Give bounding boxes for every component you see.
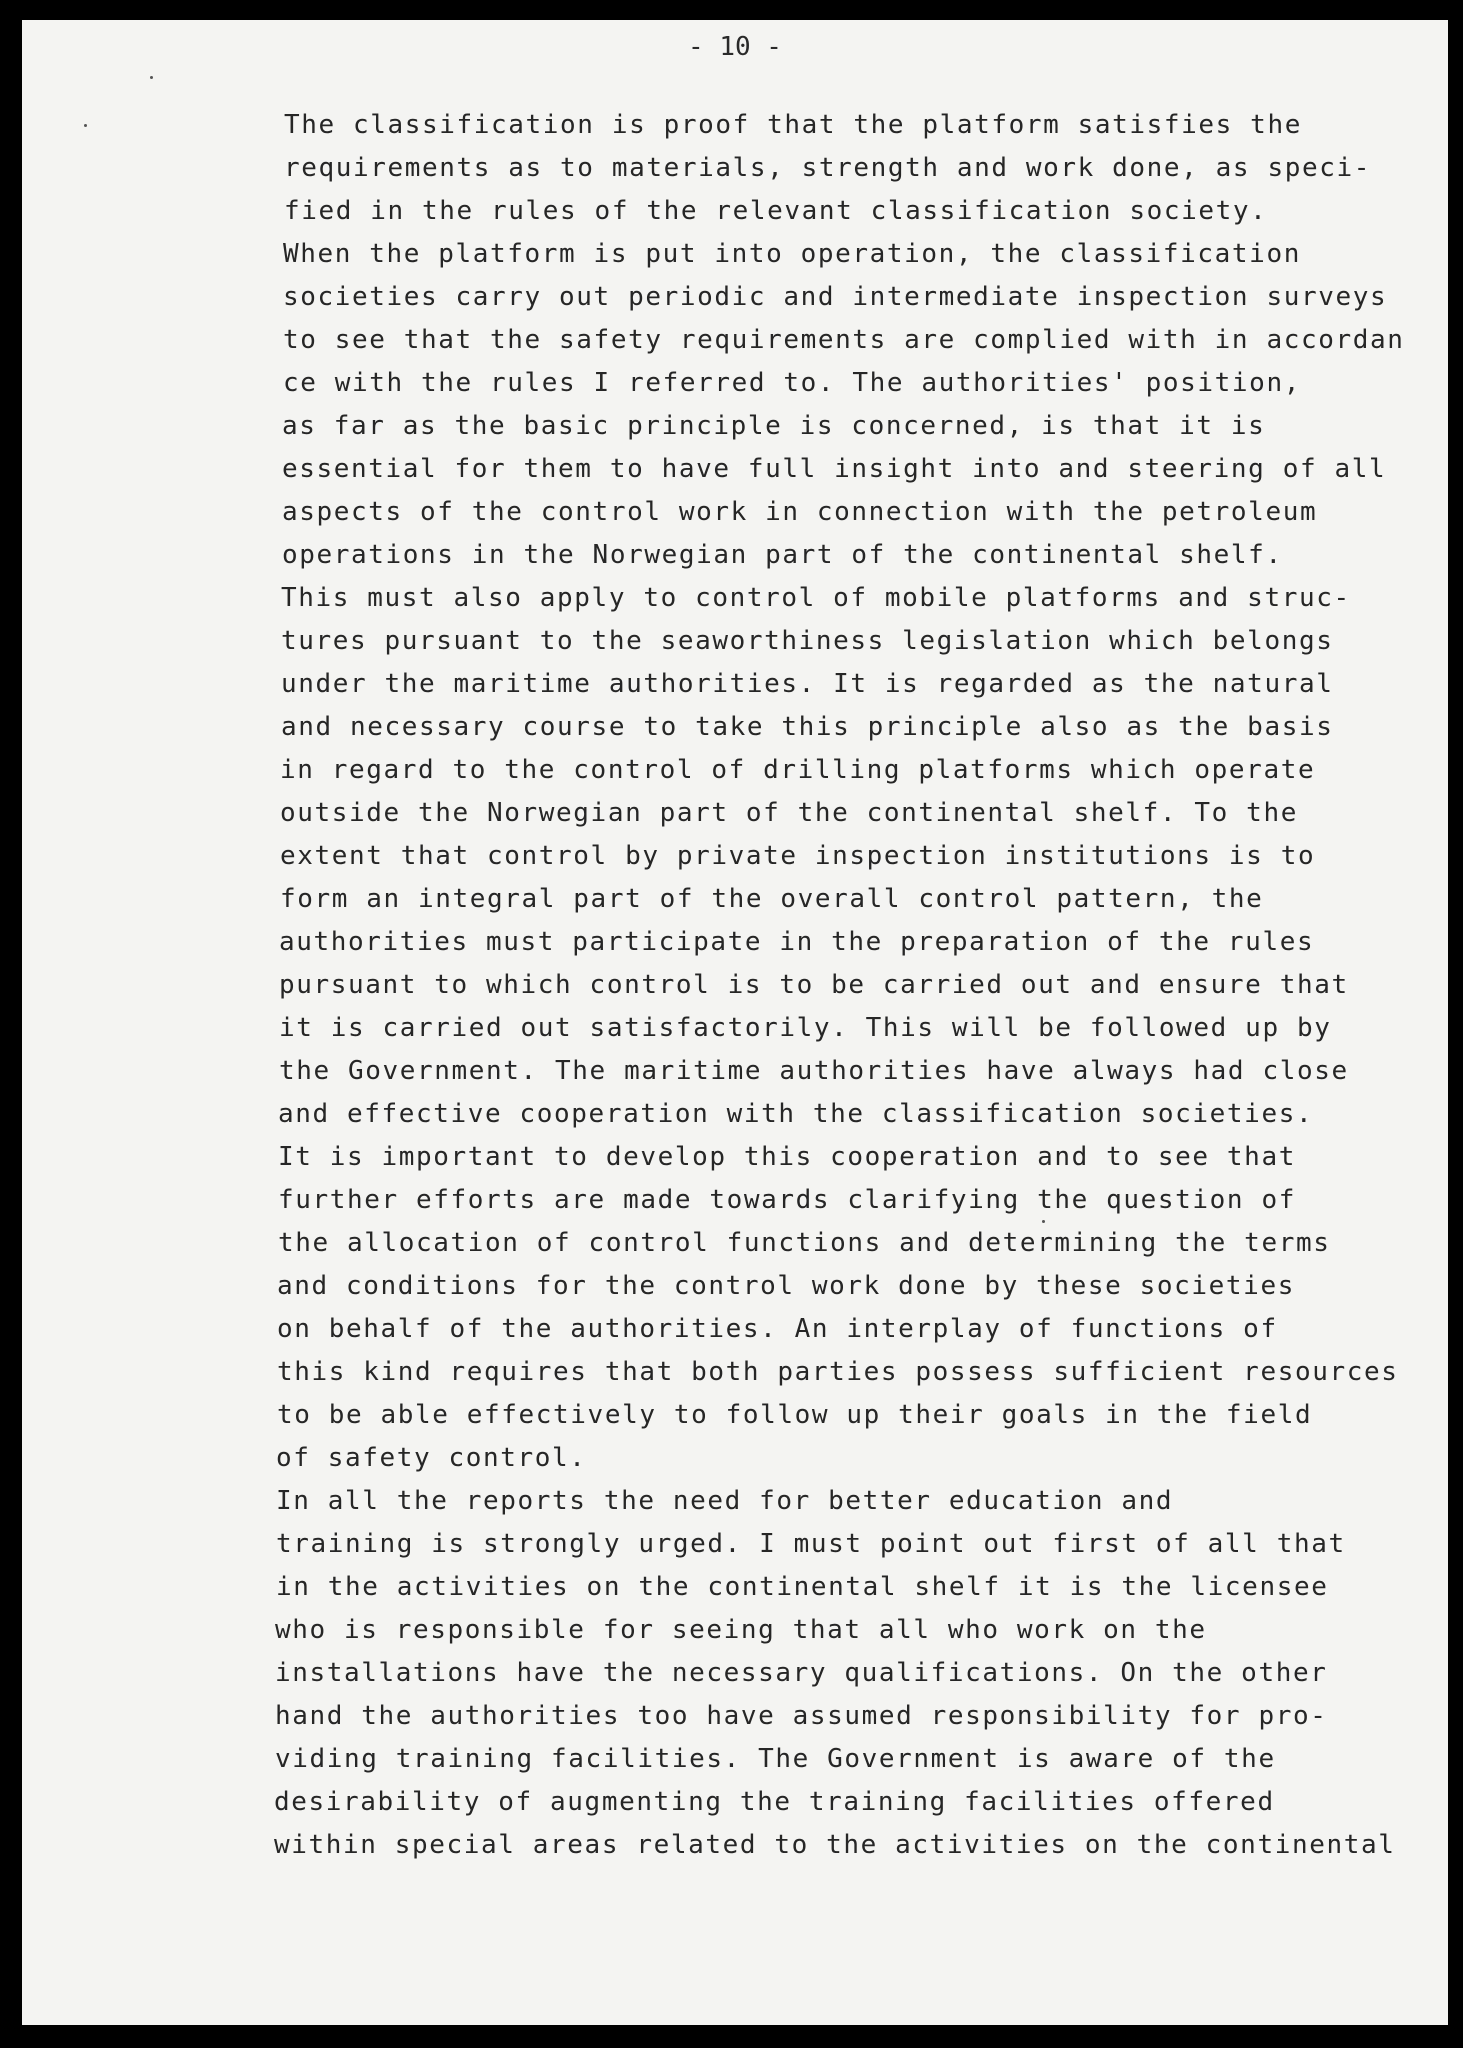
text-line: In all the reports the need for better education and xyxy=(276,1486,1174,1516)
text-line: requirements as to materials, strength and work done, as speci- xyxy=(284,153,1371,183)
text-line: operations in the Norwegian part of the continental shelf. xyxy=(282,540,1283,570)
text-line: This must also apply to control of mobile platforms and struc- xyxy=(281,583,1351,613)
text-line: who is responsible for seeing that all who work on the xyxy=(275,1615,1207,1645)
text-line: extent that control by private inspection institutions is to xyxy=(280,841,1316,871)
text-line: The classification is proof that the platform satisfies the xyxy=(284,110,1302,140)
scan-speck xyxy=(84,124,87,127)
text-line: the allocation of control functions and determining the terms xyxy=(278,1228,1331,1258)
text-line: tures pursuant to the seaworthiness legislation which belongs xyxy=(281,626,1334,656)
text-line: hand the authorities too have assumed responsibility for pro- xyxy=(275,1701,1328,1731)
text-line: as far as the basic principle is concerned, is that it is xyxy=(282,411,1266,441)
text-line: societies carry out periodic and intermediate inspection surveys xyxy=(283,282,1388,312)
text-line: installations have the necessary qualifications. On the other xyxy=(275,1658,1328,1688)
text-line: viding training facilities. The Government is aware of the xyxy=(275,1744,1276,1774)
text-line: and necessary course to take this principle also as the basis xyxy=(281,712,1334,742)
text-line: pursuant to which control is to be carried out and ensure that xyxy=(279,970,1349,1000)
text-line: training is strongly urged. I must point out first of all that xyxy=(276,1529,1346,1559)
scan-speck xyxy=(150,76,153,79)
text-line: It is important to develop this cooperation and to see that xyxy=(278,1142,1296,1172)
text-line: on behalf of the authorities. An interplay of functions of xyxy=(277,1314,1278,1344)
text-line: fied in the rules of the relevant classification society. xyxy=(284,196,1268,226)
text-line: authorities must participate in the preparation of the rules xyxy=(279,927,1315,957)
document-page xyxy=(22,20,1448,2025)
text-line: desirability of augmenting the training facilities offered xyxy=(274,1787,1275,1817)
text-line: the Government. The maritime authorities have always had close xyxy=(279,1056,1349,1086)
text-line: essential for them to have full insight into and steering of all xyxy=(282,454,1387,484)
page-number: - 10 - xyxy=(688,32,782,62)
text-line: to see that the safety requirements are complied with in accordan xyxy=(283,325,1405,355)
text-line: ce with the rules I referred to. The authorities' position, xyxy=(283,368,1301,398)
text-line: aspects of the control work in connection with the petroleum xyxy=(282,497,1318,527)
text-line: to be able effectively to follow up their goals in the field xyxy=(277,1400,1313,1430)
text-line: it is carried out satisfactorily. This will be followed up by xyxy=(279,1013,1332,1043)
text-line: and conditions for the control work done by these societies xyxy=(277,1271,1295,1301)
text-line: outside the Norwegian part of the continental shelf. To the xyxy=(280,798,1298,828)
text-line: in the activities on the continental shelf it is the licensee xyxy=(276,1572,1329,1602)
text-line: this kind requires that both parties possess sufficient resources xyxy=(277,1357,1399,1387)
text-line: When the platform is put into operation, the classification xyxy=(283,239,1301,269)
text-line: within special areas related to the activities on the continental xyxy=(274,1830,1396,1860)
text-line: of safety control. xyxy=(276,1443,587,1473)
text-line: under the maritime authorities. It is regarded as the natural xyxy=(281,669,1334,699)
text-line: further efforts are made towards clarifying the question of xyxy=(278,1185,1296,1215)
text-line: and effective cooperation with the classification societies. xyxy=(278,1099,1314,1129)
text-line: form an integral part of the overall control pattern, the xyxy=(280,884,1264,914)
text-line: in regard to the control of drilling platforms which operate xyxy=(280,755,1316,785)
scan-speck xyxy=(1042,1220,1045,1223)
